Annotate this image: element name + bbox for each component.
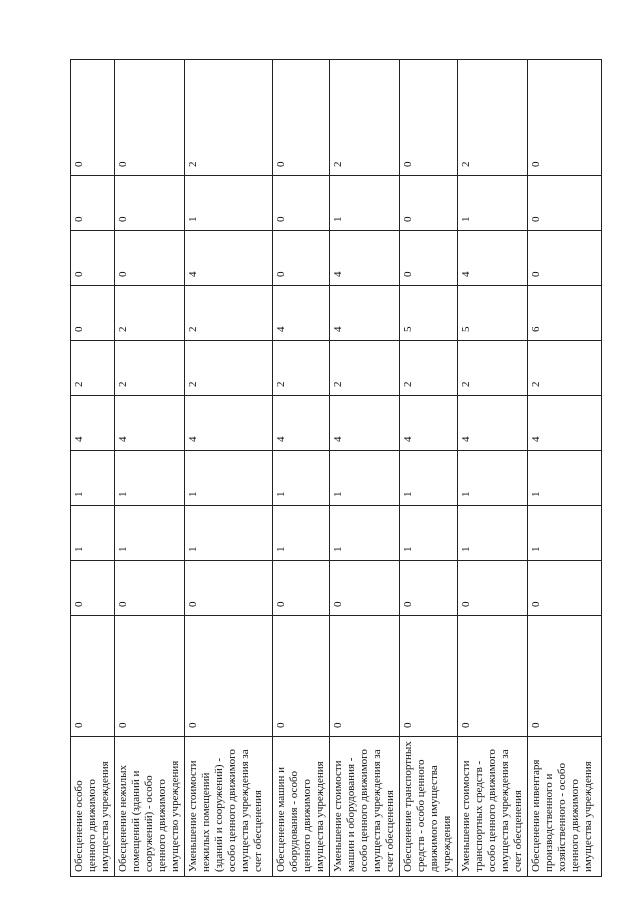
value-cell: 0: [528, 176, 602, 231]
value-cell: 2: [273, 341, 330, 396]
value-cell: 5: [458, 286, 528, 341]
value-cell: 2: [115, 286, 185, 341]
value-cell: 4: [458, 231, 528, 286]
value-cell: 1: [185, 506, 273, 561]
value-cell: 0: [71, 60, 115, 176]
value-cell: 0: [71, 616, 115, 737]
value-cell: 0: [115, 616, 185, 737]
value-cell: 0: [330, 561, 400, 616]
row-name-cell: Обесценение транспортных средств - особо ценного движимого имущества учреждения: [400, 737, 458, 877]
value-cell: 1: [115, 451, 185, 506]
value-cell: 0: [273, 176, 330, 231]
value-cell: 0: [115, 231, 185, 286]
value-cell: 0: [528, 60, 602, 176]
value-cell: 0: [185, 561, 273, 616]
value-cell: 0: [115, 176, 185, 231]
value-cell: 2: [185, 286, 273, 341]
value-cell: 0: [71, 561, 115, 616]
row-name-cell: Обесценение особо ценного движимого имущества учреждения: [71, 737, 115, 877]
value-cell: 0: [400, 231, 458, 286]
table-row: [185, 60, 273, 877]
table-row: [71, 60, 115, 877]
value-cell: 0: [400, 561, 458, 616]
value-cell: 2: [400, 341, 458, 396]
value-cell: 4: [458, 396, 528, 451]
row-name-cell: Обесценение инвентаря производственного и хозяйственного - особо ценного движимого имущества учреждения: [528, 737, 602, 877]
value-cell: 1: [273, 451, 330, 506]
table-row: [115, 60, 185, 877]
value-cell: 4: [330, 286, 400, 341]
table-row: [528, 60, 602, 877]
rotated-table-wrapper: [70, 60, 598, 877]
value-cell: 1: [458, 451, 528, 506]
row-name-cell: Обесценение нежилых помещений (зданий и сооружений) - особо ценного движимого имущество учреждения: [115, 737, 185, 877]
value-cell: 1: [185, 451, 273, 506]
value-cell: 0: [115, 561, 185, 616]
value-cell: 4: [185, 396, 273, 451]
value-cell: 4: [185, 231, 273, 286]
value-cell: 5: [400, 286, 458, 341]
value-cell: 0: [400, 616, 458, 737]
value-cell: 1: [330, 451, 400, 506]
table-row: [458, 60, 528, 877]
value-cell: 4: [330, 396, 400, 451]
value-cell: 1: [400, 506, 458, 561]
value-cell: 0: [71, 176, 115, 231]
value-cell: 1: [71, 451, 115, 506]
value-cell: 1: [273, 506, 330, 561]
value-cell: 6: [528, 286, 602, 341]
table-row: [330, 60, 400, 877]
value-cell: 0: [273, 231, 330, 286]
value-cell: 4: [400, 396, 458, 451]
value-cell: 0: [330, 616, 400, 737]
row-name-cell: Уменьшение стоимости нежилых помещений (зданий и сооружений) - особо ценного движимого имущества учреждения за счет обесценения: [185, 737, 273, 877]
value-cell: 1: [71, 506, 115, 561]
value-cell: 0: [528, 231, 602, 286]
value-cell: 1: [330, 506, 400, 561]
value-cell: 2: [330, 341, 400, 396]
value-cell: 0: [458, 616, 528, 737]
accounts-table: [70, 59, 602, 877]
value-cell: 0: [528, 561, 602, 616]
value-cell: 1: [528, 451, 602, 506]
value-cell: 2: [71, 341, 115, 396]
value-cell: 0: [273, 60, 330, 176]
value-cell: 2: [330, 60, 400, 176]
value-cell: 1: [115, 506, 185, 561]
value-cell: 4: [330, 231, 400, 286]
value-cell: 1: [330, 176, 400, 231]
row-name-cell: Обесценение машин и оборудования - особо ценного движимого имущества учреждения: [273, 737, 330, 877]
value-cell: 1: [458, 176, 528, 231]
value-cell: 4: [273, 286, 330, 341]
value-cell: 1: [458, 506, 528, 561]
value-cell: 0: [273, 616, 330, 737]
value-cell: 2: [185, 341, 273, 396]
value-cell: 0: [185, 616, 273, 737]
value-cell: 2: [528, 341, 602, 396]
value-cell: 4: [273, 396, 330, 451]
value-cell: 0: [400, 60, 458, 176]
value-cell: 0: [528, 616, 602, 737]
value-cell: 1: [185, 176, 273, 231]
row-name-cell: Уменьшение стоимости транспортных средств - особо ценного движимого имущества учреждения за счет обесценения: [458, 737, 528, 877]
value-cell: 1: [400, 451, 458, 506]
value-cell: 0: [458, 561, 528, 616]
value-cell: 0: [71, 286, 115, 341]
value-cell: 2: [115, 341, 185, 396]
value-cell: 0: [273, 561, 330, 616]
value-cell: 4: [115, 396, 185, 451]
value-cell: 2: [185, 60, 273, 176]
table-row: [273, 60, 330, 877]
table-body: [71, 60, 602, 877]
value-cell: 4: [528, 396, 602, 451]
value-cell: 0: [71, 231, 115, 286]
table-row: [400, 60, 458, 877]
value-cell: 0: [115, 60, 185, 176]
value-cell: 1: [528, 506, 602, 561]
row-name-cell: Уменьшение стоимости машин и оборудования - особо ценного движимого имущества учреждения за счет обесценения: [330, 737, 400, 877]
value-cell: 0: [400, 176, 458, 231]
value-cell: 4: [71, 396, 115, 451]
value-cell: 2: [458, 60, 528, 176]
value-cell: 2: [458, 341, 528, 396]
